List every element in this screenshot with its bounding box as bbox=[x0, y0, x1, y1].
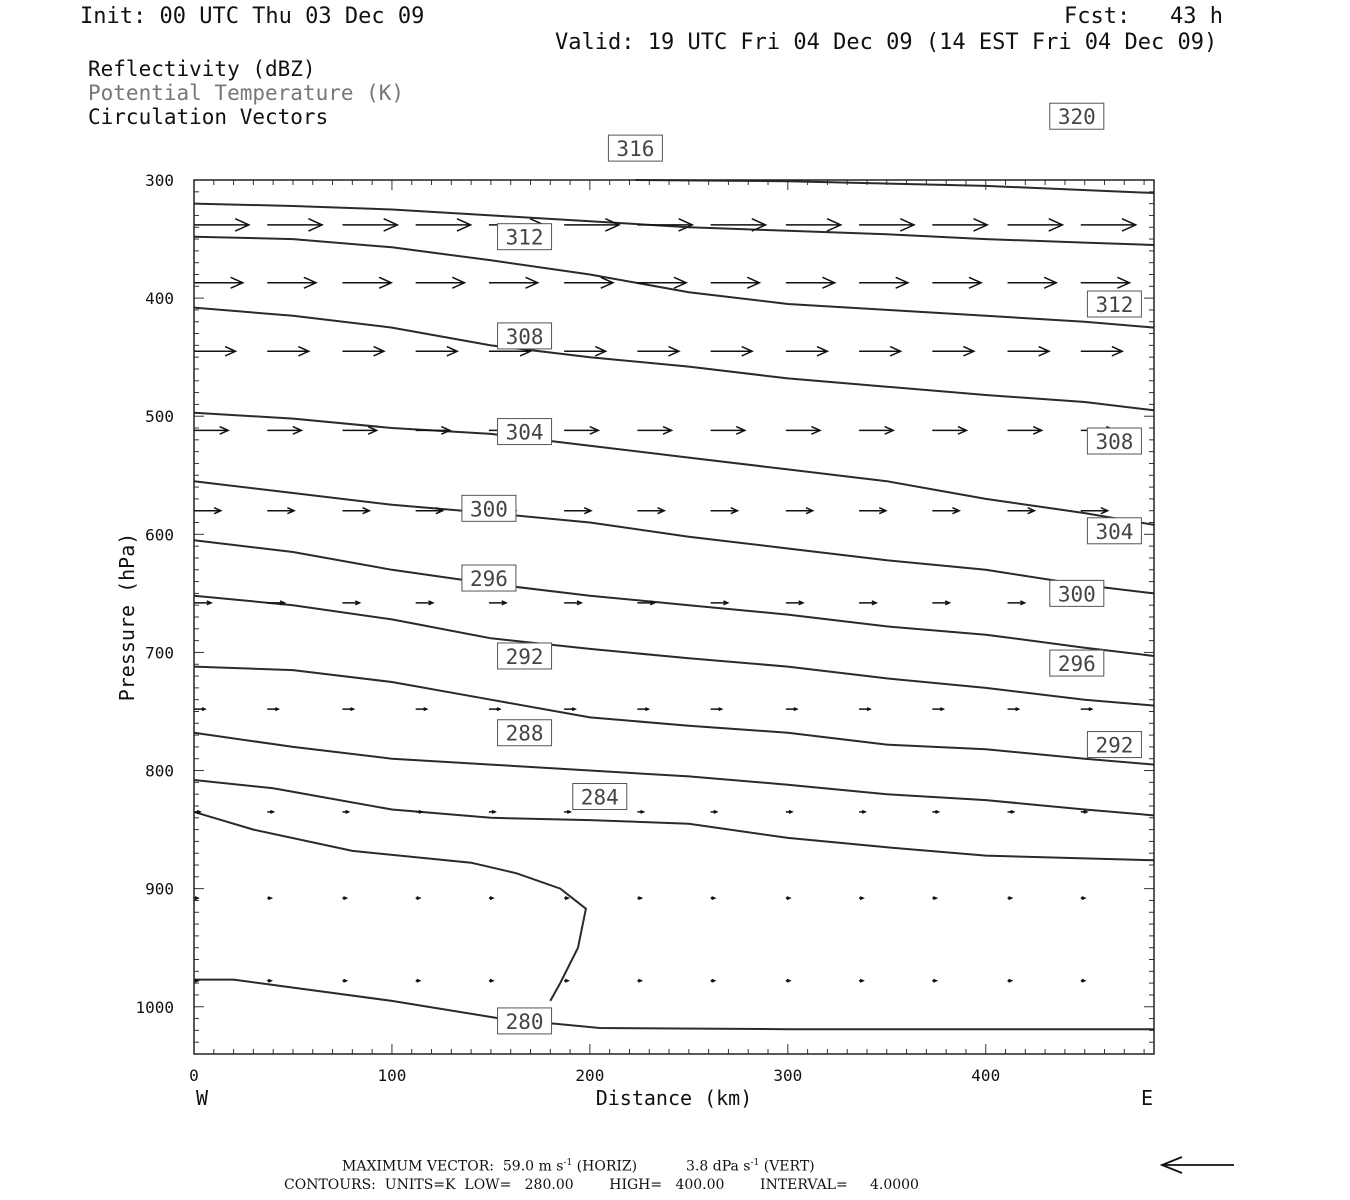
circulation-vector bbox=[489, 601, 506, 605]
circulation-vector bbox=[194, 347, 235, 356]
max-vector-horiz-value: 59.0 m s bbox=[502, 1158, 564, 1175]
circulation-vector bbox=[932, 708, 943, 711]
circulation-vector bbox=[342, 979, 346, 982]
circulation-vector bbox=[267, 508, 294, 514]
contours-info: CONTOURS: UNITS=K LOW= 280.00 HIGH= 400.00 INTERVAL= 4.0000 bbox=[284, 1177, 919, 1193]
circulation-vector bbox=[932, 219, 987, 231]
circulation-vector bbox=[564, 277, 613, 288]
circulation-vector bbox=[1081, 219, 1136, 231]
circulation-vector bbox=[194, 708, 205, 711]
contour-label-text: 312 bbox=[1095, 293, 1134, 318]
circulation-vector bbox=[489, 708, 500, 711]
x-tick-label: 0 bbox=[189, 1066, 199, 1085]
east-end-label: E bbox=[1141, 1086, 1154, 1110]
isotherm-top bbox=[635, 180, 1154, 193]
circulation-vector bbox=[564, 601, 581, 605]
circulation-vector bbox=[932, 508, 959, 514]
contour-label-284 bbox=[573, 784, 627, 810]
x-tick-label: 200 bbox=[575, 1066, 605, 1085]
circulation-vector bbox=[786, 897, 790, 900]
circulation-vector bbox=[1008, 508, 1035, 514]
isotherm-292 bbox=[194, 667, 1154, 765]
circulation-vector bbox=[1081, 811, 1087, 814]
axis-ticks bbox=[194, 180, 1154, 1054]
circulation-vector bbox=[1008, 601, 1025, 605]
circulation-vector bbox=[859, 508, 886, 514]
circulation-vector bbox=[342, 219, 397, 231]
circulation-vector bbox=[859, 811, 865, 814]
circulation-vector bbox=[1008, 427, 1042, 435]
contour-label-text: 300 bbox=[1057, 582, 1096, 607]
circulation-vector bbox=[489, 897, 493, 900]
circulation-vector bbox=[1081, 897, 1085, 900]
circulation-vector bbox=[194, 277, 243, 288]
circulation-vector bbox=[489, 277, 538, 288]
contour-label-text: 296 bbox=[1057, 652, 1096, 677]
circulation-vector bbox=[786, 708, 797, 711]
isotherm-contours bbox=[194, 180, 1154, 1029]
init-time: Init: 00 UTC Thu 03 Dec 09 bbox=[80, 4, 425, 29]
contour-label-316 bbox=[608, 135, 662, 161]
circulation-vector bbox=[564, 508, 591, 514]
x-tick-label: 400 bbox=[971, 1066, 1001, 1085]
circulation-vector bbox=[267, 897, 271, 900]
y-axis-title: Pressure (hPa) bbox=[115, 532, 139, 702]
circulation-vector bbox=[267, 979, 271, 982]
y-tick-label: 300 bbox=[145, 171, 174, 190]
circulation-vector bbox=[1081, 979, 1085, 982]
isotherm-280 bbox=[194, 980, 1154, 1030]
circulation-vector bbox=[342, 601, 359, 605]
circulation-vector bbox=[932, 601, 949, 605]
max-vector-vert-value: 3.8 dPa s bbox=[686, 1158, 751, 1175]
circulation-vector bbox=[786, 811, 792, 814]
circulation-vector bbox=[786, 219, 841, 231]
contour-label-text: 288 bbox=[505, 721, 544, 746]
circulation-vector bbox=[564, 979, 568, 982]
circulation-vector bbox=[1081, 708, 1092, 711]
y-tick-label: 500 bbox=[145, 407, 174, 427]
circulation-vector bbox=[711, 811, 717, 814]
circulation-vector bbox=[1008, 811, 1014, 814]
contour-label-292 bbox=[1087, 732, 1141, 758]
circulation-vector bbox=[859, 979, 863, 982]
west-end-label: W bbox=[196, 1086, 209, 1110]
circulation-vector bbox=[267, 811, 273, 814]
reflectivity-outline bbox=[194, 812, 586, 1001]
circulation-vector bbox=[342, 347, 383, 356]
circulation-vector bbox=[416, 897, 420, 900]
circulation-vector bbox=[932, 427, 966, 435]
circulation-vector bbox=[342, 427, 376, 435]
max-vector-horiz-unit: (HORIZ) bbox=[576, 1158, 638, 1175]
circulation-vector bbox=[1008, 347, 1049, 356]
x-axis-title: Distance (km) bbox=[595, 1086, 753, 1110]
max-vector-label: MAXIMUM VECTOR: bbox=[342, 1158, 494, 1175]
circulation-vector bbox=[267, 347, 308, 356]
circulation-vector bbox=[711, 277, 760, 288]
circulation-vector bbox=[1008, 219, 1063, 231]
circulation-vector bbox=[711, 508, 738, 514]
circulation-vector bbox=[194, 219, 249, 231]
contour-labels bbox=[462, 103, 1141, 1034]
circulation-vector bbox=[1008, 897, 1012, 900]
circulation-vector bbox=[637, 708, 648, 711]
circulation-vector bbox=[637, 508, 664, 514]
isotherm-308 bbox=[194, 413, 1154, 525]
y-tick-label: 600 bbox=[145, 525, 174, 545]
isotherm-296 bbox=[194, 596, 1154, 706]
circulation-vector bbox=[416, 347, 457, 356]
circulation-vector bbox=[564, 708, 575, 711]
circulation-vector bbox=[786, 979, 790, 982]
contour-label-text: 292 bbox=[1095, 733, 1134, 758]
circulation-vector bbox=[342, 708, 353, 711]
contour-label-text: 304 bbox=[505, 420, 544, 445]
contour-label-292 bbox=[498, 643, 552, 669]
contour-label-text: 280 bbox=[505, 1009, 544, 1034]
circulation-vector bbox=[711, 979, 715, 982]
circulation-vector bbox=[1081, 277, 1130, 288]
circulation-vector bbox=[489, 811, 495, 814]
circulation-vector bbox=[786, 347, 827, 356]
contour-label-text: 284 bbox=[580, 785, 619, 810]
circulation-vector bbox=[194, 427, 228, 435]
circulation-vector bbox=[859, 601, 876, 605]
circulation-vector bbox=[416, 979, 420, 982]
isotherm-312 bbox=[194, 308, 1154, 411]
circulation-vector bbox=[342, 897, 346, 900]
contour-label-300 bbox=[462, 495, 516, 521]
contour-label-308 bbox=[498, 323, 552, 349]
circulation-vector bbox=[342, 508, 369, 514]
circulation-vector bbox=[786, 427, 820, 435]
circulation-vector bbox=[711, 427, 745, 435]
contour-label-304 bbox=[1087, 518, 1141, 544]
circulation-vector bbox=[786, 508, 813, 514]
circulation-vector bbox=[637, 811, 643, 814]
circulation-vector bbox=[932, 811, 938, 814]
circulation-vector bbox=[416, 601, 433, 605]
x-tick-label: 300 bbox=[773, 1066, 803, 1085]
circulation-vector bbox=[267, 708, 278, 711]
circulation-vector bbox=[416, 219, 471, 231]
contour-label-text: 292 bbox=[505, 644, 544, 669]
isotherm-288 bbox=[194, 733, 1154, 816]
circulation-vector bbox=[416, 277, 465, 288]
circulation-vector bbox=[786, 277, 835, 288]
contour-label-312 bbox=[498, 224, 552, 250]
circulation-vector bbox=[194, 508, 221, 514]
circulation-vector bbox=[267, 277, 316, 288]
contour-label-text: 312 bbox=[505, 225, 544, 250]
circulation-vector bbox=[564, 811, 570, 814]
contour-label-312 bbox=[1087, 291, 1141, 317]
contour-label-text: 320 bbox=[1057, 105, 1096, 130]
contour-label-308 bbox=[1087, 428, 1141, 454]
x-tick-label: 100 bbox=[377, 1066, 407, 1085]
contour-label-320 bbox=[1050, 103, 1104, 129]
contour-label-296 bbox=[1050, 650, 1104, 676]
y-tick-label: 1000 bbox=[135, 997, 174, 1017]
circulation-vector bbox=[932, 347, 973, 356]
circulation-vector bbox=[932, 979, 936, 982]
circulation-vector bbox=[786, 601, 803, 605]
isotherm-300 bbox=[194, 540, 1154, 656]
circulation-vector bbox=[859, 897, 863, 900]
circulation-vector bbox=[711, 897, 715, 900]
circulation-vector bbox=[637, 897, 641, 900]
circulation-vector bbox=[637, 979, 641, 982]
circulation-vector bbox=[1008, 277, 1057, 288]
reference-vector bbox=[1162, 1157, 1234, 1173]
contour-label-304 bbox=[498, 419, 552, 445]
circulation-vector bbox=[711, 708, 722, 711]
circulation-vector bbox=[859, 708, 870, 711]
circulation-vector bbox=[1081, 347, 1122, 356]
contour-label-text: 308 bbox=[1095, 430, 1134, 455]
circulation-vector bbox=[489, 979, 493, 982]
y-tick-label: 700 bbox=[145, 643, 174, 663]
circulation-vector bbox=[416, 427, 450, 435]
circulation-vector bbox=[342, 277, 391, 288]
contour-label-text: 304 bbox=[1095, 519, 1134, 544]
contour-label-300 bbox=[1050, 580, 1104, 606]
legend-circulation-vectors: Circulation Vectors bbox=[88, 105, 329, 129]
circulation-vector bbox=[859, 277, 908, 288]
contour-label-text: 300 bbox=[469, 497, 508, 522]
circulation-vector bbox=[416, 708, 427, 711]
circulation-vector bbox=[711, 601, 728, 605]
max-vector-vert-unit: (VERT) bbox=[763, 1158, 815, 1175]
y-tick-label: 900 bbox=[145, 879, 174, 899]
circulation-vector bbox=[859, 219, 914, 231]
circulation-vector bbox=[711, 347, 752, 356]
circulation-vector bbox=[859, 347, 900, 356]
circulation-vector bbox=[637, 219, 692, 231]
circulation-vectors bbox=[194, 219, 1136, 982]
circulation-vector bbox=[267, 219, 322, 231]
contour-label-288 bbox=[498, 720, 552, 746]
circulation-vector bbox=[1008, 979, 1012, 982]
legend-reflectivity: Reflectivity (dBZ) bbox=[88, 57, 316, 81]
y-tick-label: 400 bbox=[145, 289, 174, 309]
max-vector-line: MAXIMUM VECTOR: 59.0 m $s^{-1}$ (HORIZ) 3.8 dPa $s^{-1}$ (VERT) bbox=[342, 1158, 815, 1175]
circulation-vector bbox=[342, 811, 348, 814]
circulation-vector bbox=[564, 427, 598, 435]
plot-frame bbox=[194, 180, 1154, 1054]
contour-label-text: 316 bbox=[616, 137, 655, 162]
circulation-vector bbox=[637, 347, 678, 356]
circulation-vector bbox=[932, 897, 936, 900]
contour-label-296 bbox=[462, 565, 516, 591]
isotherm-304 bbox=[194, 481, 1154, 593]
contour-label-text: 308 bbox=[505, 324, 544, 349]
legend-potential-temperature: Potential Temperature (K) bbox=[88, 81, 405, 105]
valid-time: Valid: 19 UTC Fri 04 Dec 09 (14 EST Fri 04 Dec 09) bbox=[555, 30, 1218, 55]
contour-label-280 bbox=[498, 1008, 552, 1034]
circulation-vector bbox=[932, 277, 981, 288]
forecast-hour: Fcst: 43 h bbox=[1064, 4, 1223, 29]
circulation-vector bbox=[637, 427, 671, 435]
circulation-vector bbox=[1008, 708, 1019, 711]
contour-label-text: 296 bbox=[469, 567, 508, 592]
circulation-vector bbox=[267, 427, 301, 435]
circulation-vector bbox=[564, 897, 568, 900]
circulation-vector bbox=[194, 601, 211, 605]
y-tick-label: 800 bbox=[145, 761, 174, 781]
circulation-vector bbox=[859, 427, 893, 435]
